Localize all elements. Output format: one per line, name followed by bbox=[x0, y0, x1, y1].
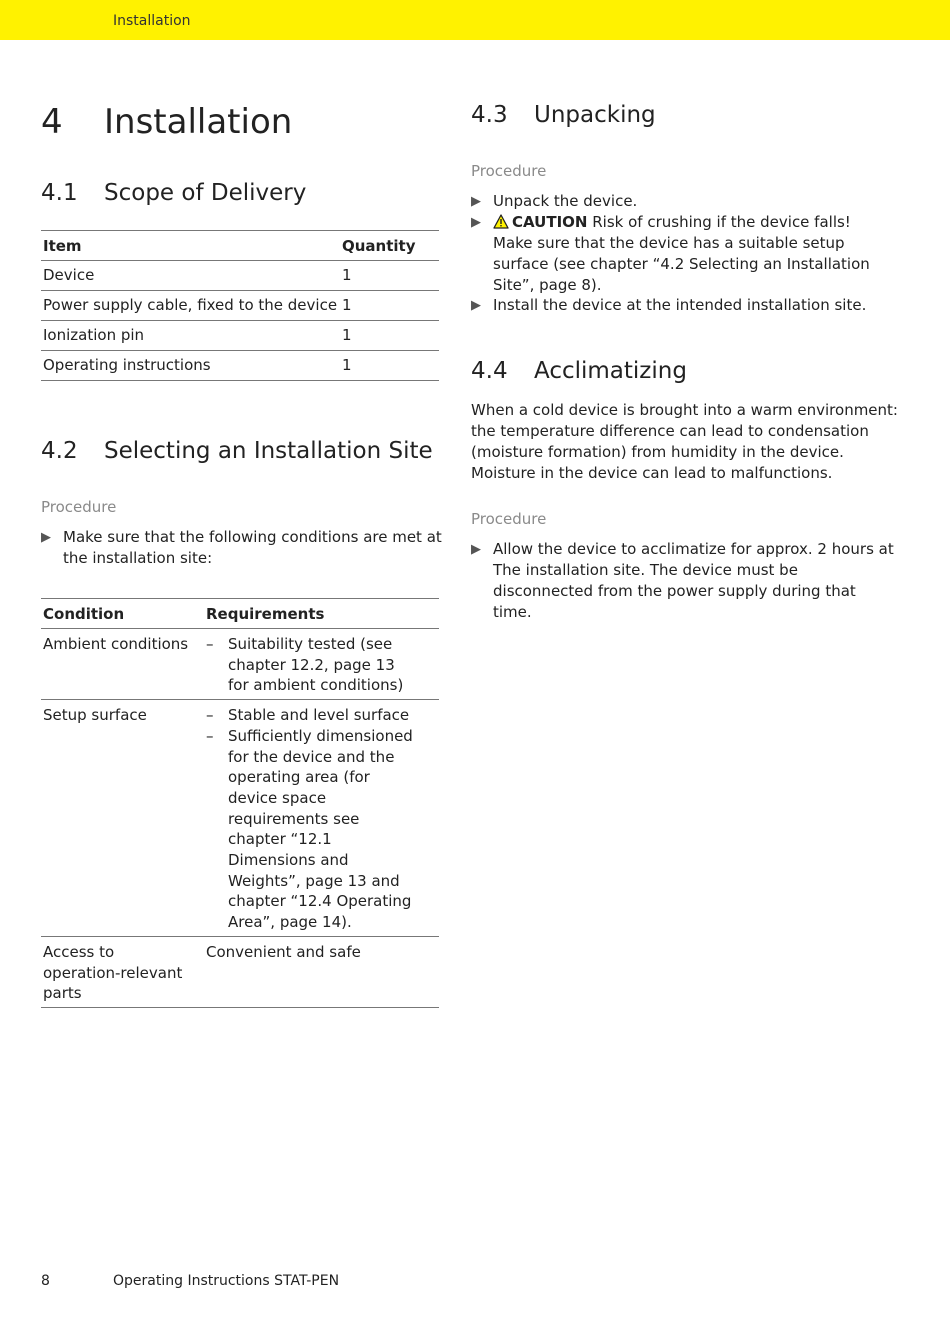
column-header-item: Item bbox=[41, 231, 340, 261]
caution-text-line: surface (see chapter “4.2 Selecting an Installation bbox=[493, 255, 870, 273]
section-number: 4.1 bbox=[41, 180, 78, 206]
scope-of-delivery-table-wrap bbox=[41, 230, 439, 381]
section-number: 4.2 bbox=[41, 438, 78, 464]
requirement-item: – Suitability tested (see chapter 12.2, page 13 for ambient conditions) bbox=[206, 635, 404, 695]
table-row bbox=[41, 261, 439, 291]
procedure-step: ▶ Allow the device to acclimatize for approx. 2 hours at The installation site. The device must be disconnected from the power supply during that time. bbox=[471, 540, 894, 621]
section-4-3-heading bbox=[471, 102, 881, 132]
caution-signal-word: CAUTION bbox=[512, 213, 588, 231]
cell-quantity: 1 bbox=[340, 261, 439, 291]
arrow-right-icon: ▶ bbox=[41, 530, 51, 545]
section-4-2-heading bbox=[41, 438, 439, 468]
step-text: Install the device at the intended installation site. bbox=[493, 296, 867, 314]
cell-item: Ionization pin bbox=[41, 321, 340, 351]
caution-text: Risk of crushing if the device falls! bbox=[592, 213, 851, 231]
caution-text-line: Site”, page 8). bbox=[493, 276, 602, 294]
cell-condition: Ambient conditions bbox=[41, 629, 204, 700]
section-4-1-heading bbox=[41, 180, 439, 210]
cell-requirements bbox=[204, 700, 439, 937]
acclimatizing-paragraph: When a cold device is brought into a warm environment: the temperature difference can lead to condensation (moisture formation) from humidity in the device. Moisture in the device can lead to malfunctions. bbox=[471, 401, 898, 482]
section-number: 4.3 bbox=[471, 102, 508, 128]
footer-document-title: Operating Instructions STAT-PEN bbox=[113, 1273, 340, 1289]
scope-of-delivery-table bbox=[41, 230, 439, 381]
table-row bbox=[41, 321, 439, 351]
column-header-requirements: Requirements bbox=[204, 599, 439, 629]
requirement-item: – Sufficiently dimensioned for the device and the operating area (for device space requirements see chapter “12.1 Dimensions and Weights”, page 13 and chapter “12.4 Operating Area”, page 14). bbox=[206, 726, 413, 932]
table-row bbox=[41, 936, 439, 1007]
table-header-row bbox=[41, 599, 439, 629]
requirement-item: – Stable and level surface bbox=[206, 706, 410, 725]
cell-item: Operating instructions bbox=[41, 351, 340, 381]
cell-quantity: 1 bbox=[340, 321, 439, 351]
arrow-right-icon: ▶ bbox=[471, 542, 481, 557]
column-header-quantity: Quantity bbox=[340, 231, 439, 261]
procedure-label: Procedure bbox=[41, 498, 117, 516]
step-text-line: Make sure that the following conditions are met at bbox=[63, 528, 442, 546]
section-title: Acclimatizing bbox=[534, 358, 687, 384]
cell-item: Device bbox=[41, 261, 340, 291]
cell-quantity: 1 bbox=[340, 291, 439, 321]
procedure-label: Procedure bbox=[471, 510, 547, 528]
procedure-step bbox=[471, 295, 881, 316]
cell-requirements bbox=[204, 629, 439, 700]
footer-page-number: 8 bbox=[41, 1273, 50, 1289]
arrow-right-icon: ▶ bbox=[471, 194, 481, 209]
procedure-label: Procedure bbox=[471, 162, 547, 180]
procedure-step bbox=[471, 191, 881, 212]
table-row bbox=[41, 351, 439, 381]
warning-triangle-icon bbox=[493, 214, 509, 229]
section-title: Selecting an Installation Site bbox=[104, 438, 433, 464]
cell-condition: Access to operation-relevant parts bbox=[41, 936, 204, 1007]
arrow-right-icon: ▶ bbox=[471, 215, 481, 230]
procedure-step-caution bbox=[471, 212, 881, 296]
step-text: Unpack the device. bbox=[493, 192, 638, 210]
chapter-number: 4 bbox=[41, 102, 63, 142]
table-row bbox=[41, 629, 439, 700]
cell-condition: Setup surface bbox=[41, 700, 204, 937]
installation-site-table bbox=[41, 598, 439, 1008]
section-title: Scope of Delivery bbox=[104, 180, 307, 206]
chapter-heading bbox=[41, 102, 439, 144]
cell-item: Power supply cable, fixed to the device bbox=[41, 291, 340, 321]
section-number: 4.4 bbox=[471, 358, 508, 384]
procedure-step bbox=[41, 527, 442, 569]
section-4-4-heading bbox=[471, 358, 881, 388]
installation-site-table-wrap bbox=[41, 598, 439, 1008]
chapter-title: Installation bbox=[104, 102, 293, 142]
table-header-row bbox=[41, 231, 439, 261]
table-row bbox=[41, 291, 439, 321]
header-section-label: Installation bbox=[113, 13, 191, 29]
arrow-right-icon: ▶ bbox=[471, 298, 481, 313]
cell-quantity: 1 bbox=[340, 351, 439, 381]
caution-text-line: Make sure that the device has a suitable setup bbox=[493, 234, 845, 252]
table-row bbox=[41, 700, 439, 937]
section-title: Unpacking bbox=[534, 102, 656, 128]
step-text-line: the installation site: bbox=[63, 549, 213, 567]
column-header-condition: Condition bbox=[41, 599, 204, 629]
cell-requirements: Convenient and safe bbox=[204, 936, 439, 1007]
